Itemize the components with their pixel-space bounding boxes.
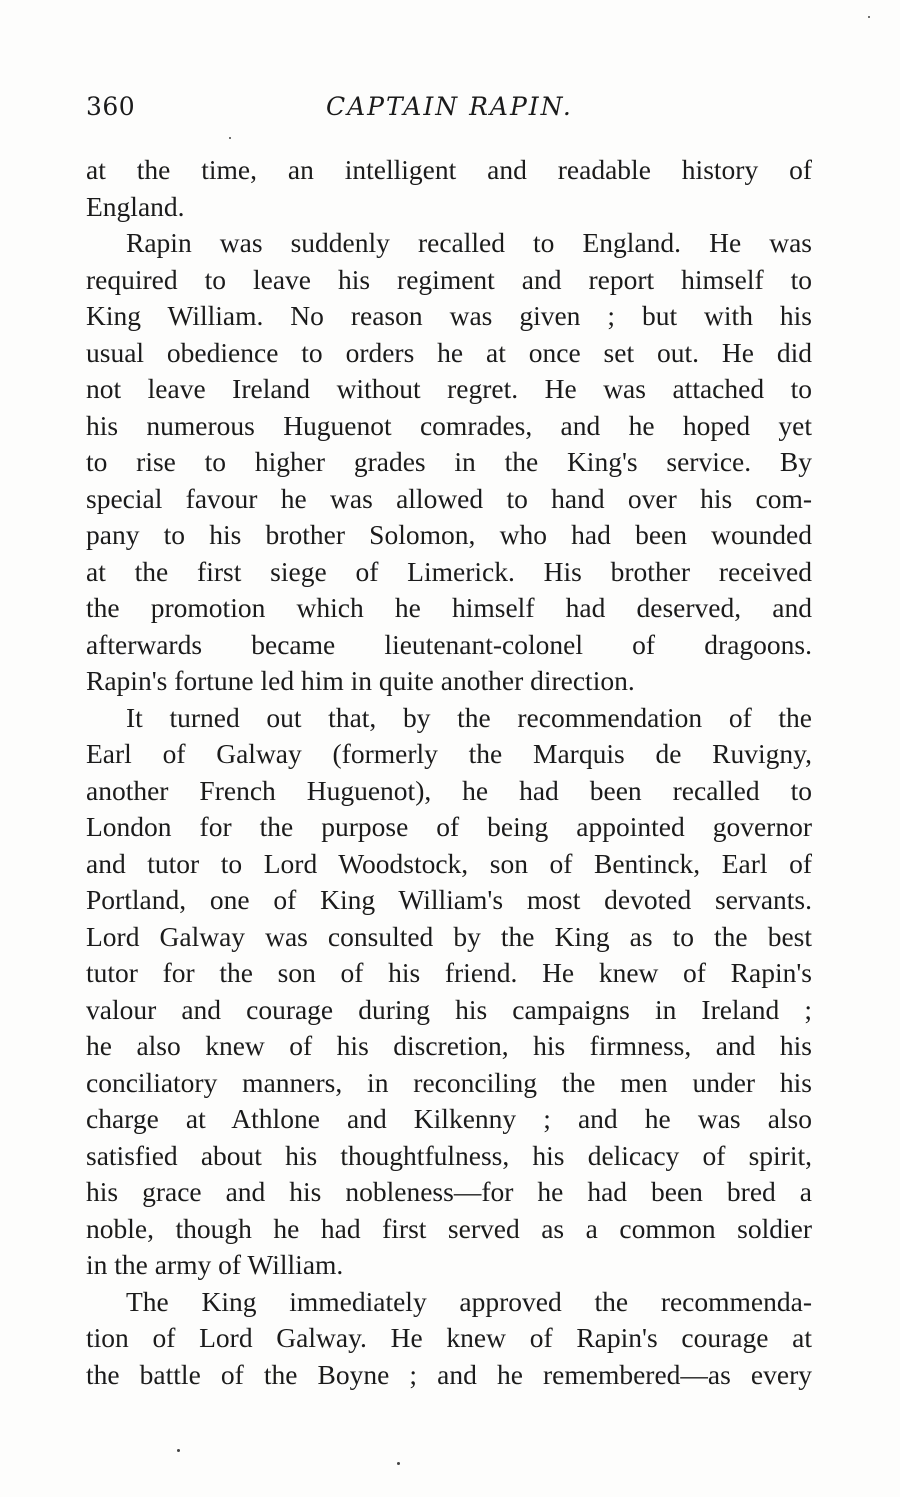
ink-speck bbox=[229, 137, 231, 139]
text-line: to rise to higher grades in the King's service. By bbox=[86, 446, 812, 477]
text-line: at the time, an intelligent and readable history of bbox=[86, 154, 812, 185]
text-line: his numerous Huguenot comrades, and he hoped yet bbox=[86, 409, 812, 441]
text-line: in the army of William. bbox=[86, 1249, 344, 1280]
text-line: he also knew of his discretion, his firmness, and his bbox=[86, 1030, 812, 1061]
text-line: England. bbox=[86, 190, 185, 222]
text-line: Lord Galway was consulted by the King as to the best bbox=[86, 920, 812, 952]
text-line: at the first siege of Limerick. His brother received bbox=[86, 555, 812, 587]
text-line: tion of Lord Galway. He knew of Rapin's courage at bbox=[86, 1322, 812, 1353]
ink-speck bbox=[868, 16, 870, 18]
ink-speck bbox=[177, 1449, 180, 1452]
text-line: pany to his brother Solomon, who had been wounded bbox=[86, 519, 812, 550]
text-line: another French Huguenot), he had been recalled to bbox=[86, 774, 812, 806]
ink-speck bbox=[397, 1462, 400, 1465]
text-line: his grace and his nobleness—for he had been bred a bbox=[86, 1176, 812, 1207]
text-line: the battle of the Boyne ; and he remembered—as every bbox=[86, 1358, 812, 1390]
text-line: valour and courage during his campaigns in Ireland ; bbox=[86, 993, 812, 1025]
text-line: not leave Ireland without regret. He was attached to bbox=[86, 373, 812, 404]
text-line: charge at Athlone and Kilkenny ; and he was also bbox=[86, 1103, 812, 1134]
page-number: 360 bbox=[86, 92, 136, 121]
text-line: required to leave his regiment and report himself to bbox=[86, 263, 812, 295]
text-line: Portland, one of King William's most devoted servants. bbox=[86, 884, 812, 915]
text-line: noble, though he had first served as a common soldier bbox=[86, 1212, 812, 1244]
running-title: CAPTAIN RAPIN. bbox=[326, 92, 573, 121]
text-line: usual obedience to orders he at once set out. He did bbox=[86, 336, 812, 368]
text-line: Rapin's fortune led him in quite another direction. bbox=[86, 665, 635, 696]
text-line: special favour he was allowed to hand over his com- bbox=[86, 482, 812, 514]
body-text bbox=[86, 152, 812, 1393]
text-line: conciliatory manners, in reconciling the men under his bbox=[86, 1066, 812, 1098]
text-line: Rapin was suddenly recalled to England. He was bbox=[126, 227, 812, 258]
text-line: Earl of Galway (formerly the Marquis de Ruvigny, bbox=[86, 738, 812, 769]
text-line: afterwards became lieutenant-colonel of dragoons. bbox=[86, 628, 812, 660]
text-line: It turned out that, by the recommendation of the bbox=[126, 701, 812, 733]
text-line: London for the purpose of being appointed governor bbox=[86, 811, 812, 842]
text-line: The King immediately approved the recommenda- bbox=[126, 1285, 812, 1317]
text-line: and tutor to Lord Woodstock, son of Bentinck, Earl of bbox=[86, 847, 812, 879]
text-line: tutor for the son of his friend. He knew of Rapin's bbox=[86, 957, 812, 988]
text-line: satisfied about his thoughtfulness, his delicacy of spirit, bbox=[86, 1139, 812, 1171]
running-head bbox=[86, 92, 816, 132]
text-line: King William. No reason was given ; but with his bbox=[86, 300, 812, 331]
text-line: the promotion which he himself had deserved, and bbox=[86, 592, 812, 623]
